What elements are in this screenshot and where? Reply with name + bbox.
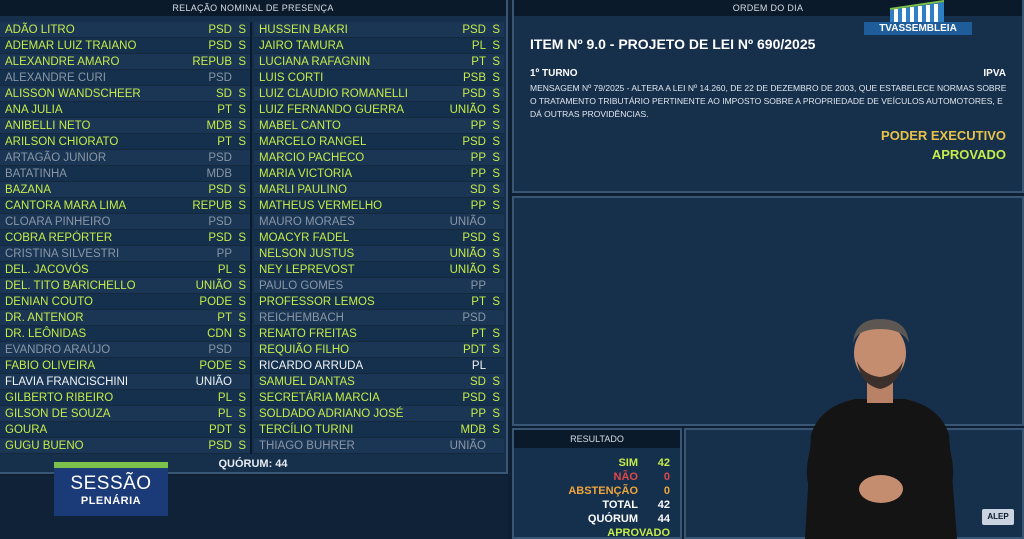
member-name: ADÃO LITRO: [5, 24, 75, 36]
member-vote: S: [492, 104, 500, 116]
presence-row: [0, 358, 250, 374]
member-name: SECRETÁRIA MARCIA: [259, 392, 380, 404]
member-name: ALEXANDRE CURI: [5, 72, 106, 84]
member-party: PSD: [462, 392, 486, 404]
presence-row: [0, 230, 250, 246]
member-party: UNIÃO: [449, 264, 486, 276]
member-vote: S: [492, 136, 500, 148]
member-name: ARTAGÃO JUNIOR: [5, 152, 107, 164]
member-party: PSD: [208, 344, 232, 356]
presence-row: [0, 390, 250, 406]
member-name: TERCÍLIO TURINI: [259, 424, 354, 436]
presence-row: [0, 278, 250, 294]
member-party: PL: [471, 360, 486, 372]
member-name: CANTORA MARA LIMA: [5, 200, 127, 212]
member-name: REICHEMBACH: [259, 312, 344, 324]
presence-row: [0, 54, 250, 70]
member-vote: S: [238, 232, 246, 244]
presence-row: [0, 150, 250, 166]
member-party: UNIÃO: [449, 216, 486, 228]
member-name: GUGU BUENO: [5, 440, 84, 452]
presence-row: [254, 358, 504, 374]
result-sim-row: [514, 456, 680, 470]
member-party: PSD: [208, 40, 232, 52]
member-name: EVANDRO ARAÚJO: [5, 344, 111, 356]
member-party: MDB: [206, 120, 232, 132]
presence-row: [254, 102, 504, 118]
member-name: NEY LEPREVOST: [259, 264, 355, 276]
tv-assembleia-logo-text: TVASSEMBLEIA: [864, 22, 972, 35]
presence-column-left: [0, 22, 252, 454]
member-name: ARILSON CHIORATO: [5, 136, 119, 148]
member-vote: S: [492, 24, 500, 36]
presence-row: [0, 214, 250, 230]
member-party: PSB: [462, 72, 486, 84]
member-party: PP: [470, 152, 486, 164]
ordem-title: ORDEM DO DIA: [514, 0, 1022, 16]
result-abstencao-value: 0: [663, 485, 670, 497]
member-vote: S: [238, 424, 246, 436]
result-total-value: 42: [657, 499, 670, 511]
result-abstencao-label: ABSTENÇÃO: [568, 485, 638, 497]
member-party: PP: [470, 168, 486, 180]
member-name: LUIZ FERNANDO GUERRA: [259, 104, 405, 116]
member-name: MARIA VICTORIA: [259, 168, 353, 180]
member-vote: S: [492, 88, 500, 100]
member-vote: S: [492, 424, 500, 436]
member-name: LUIS CORTI: [259, 72, 324, 84]
member-vote: S: [238, 184, 246, 196]
result-quorum-row: [514, 512, 680, 526]
member-party: PDT: [463, 344, 486, 356]
member-party: UNIÃO: [449, 248, 486, 260]
presence-column-right: [254, 22, 504, 454]
member-vote: S: [238, 104, 246, 116]
member-vote: S: [492, 408, 500, 420]
member-name: DEL. TITO BARICHELLO: [5, 280, 136, 292]
presence-row: [254, 150, 504, 166]
presence-row: [254, 134, 504, 150]
member-vote: S: [238, 312, 246, 324]
member-vote: S: [238, 56, 246, 68]
member-vote: S: [492, 344, 500, 356]
member-vote: S: [492, 152, 500, 164]
member-party: UNIÃO: [449, 104, 486, 116]
member-name: ANA JULIA: [5, 104, 63, 116]
member-name: DEL. JACOVÓS: [5, 264, 89, 276]
member-party: PSD: [462, 312, 486, 324]
member-name: ALISSON WANDSCHEER: [5, 88, 141, 100]
member-vote: S: [238, 328, 246, 340]
presence-row: [254, 374, 504, 390]
presence-row: [254, 230, 504, 246]
member-party: PDT: [209, 424, 232, 436]
member-vote: S: [238, 136, 246, 148]
member-name: ALEXANDRE AMARO: [5, 56, 120, 68]
presence-row: [0, 246, 250, 262]
presence-row: [0, 166, 250, 182]
presence-quorum: QUÓRUM: 44: [218, 458, 288, 470]
presence-row: [0, 342, 250, 358]
presence-row: [0, 22, 250, 38]
member-name: DENIAN COUTO: [5, 296, 93, 308]
member-party: PSD: [208, 24, 232, 36]
member-vote: S: [492, 200, 500, 212]
member-party: UNIÃO: [195, 376, 232, 388]
member-party: PT: [217, 136, 232, 148]
member-party: PSD: [462, 232, 486, 244]
member-party: PSD: [462, 24, 486, 36]
member-name: DR. ANTENOR: [5, 312, 84, 324]
member-party: UNIÃO: [449, 440, 486, 452]
member-party: PSD: [208, 72, 232, 84]
member-party: PP: [470, 408, 486, 420]
member-party: PL: [217, 392, 232, 404]
member-party: SD: [470, 376, 486, 388]
member-name: MARLI PAULINO: [259, 184, 347, 196]
result-total-label: TOTAL: [602, 499, 638, 511]
item-title: ITEM Nº 9.0 - PROJETO DE LEI Nº 690/2025: [530, 36, 816, 52]
member-name: MOACYR FADEL: [259, 232, 350, 244]
status-label: APROVADO: [931, 147, 1006, 162]
result-sim-label: SIM: [618, 457, 638, 469]
member-name: THIAGO BUHRER: [259, 440, 355, 452]
member-name: PAULO GOMES: [259, 280, 344, 292]
member-party: REPUB: [192, 56, 232, 68]
resultado-title: RESULTADO: [514, 430, 680, 448]
presence-row: [254, 422, 504, 438]
member-vote: S: [492, 248, 500, 260]
member-party: PSD: [208, 440, 232, 452]
member-vote: S: [492, 328, 500, 340]
presence-row: [0, 438, 250, 454]
member-party: PL: [217, 264, 232, 276]
member-party: PSD: [462, 136, 486, 148]
member-name: RENATO FREITAS: [259, 328, 357, 340]
presence-row: [0, 86, 250, 102]
member-name: ADEMAR LUIZ TRAIANO: [5, 40, 137, 52]
presence-row: [254, 438, 504, 454]
member-party: PP: [216, 248, 232, 260]
member-party: PODE: [199, 296, 232, 308]
member-party: PT: [471, 328, 486, 340]
member-party: PSD: [462, 88, 486, 100]
member-name: HUSSEIN BAKRI: [259, 24, 348, 36]
presence-row: [0, 262, 250, 278]
presence-title: RELAÇÃO NOMINAL DE PRESENÇA: [0, 0, 506, 16]
building-icon: [890, 0, 944, 22]
member-vote: S: [492, 168, 500, 180]
member-vote: S: [492, 264, 500, 276]
member-vote: S: [238, 392, 246, 404]
result-nao-label: NÃO: [613, 471, 638, 483]
member-name: REQUIÃO FILHO: [259, 344, 350, 356]
member-name: GILBERTO RIBEIRO: [5, 392, 114, 404]
member-name: SAMUEL DANTAS: [259, 376, 355, 388]
member-party: PT: [471, 296, 486, 308]
presence-row: [254, 294, 504, 310]
member-name: FLAVIA FRANCISCHINI: [5, 376, 129, 388]
member-name: CLOARA PINHEIRO: [5, 216, 111, 228]
member-party: PSD: [208, 232, 232, 244]
presence-row: [254, 406, 504, 422]
presence-row: [0, 38, 250, 54]
member-party: REPUB: [192, 200, 232, 212]
presence-row: [0, 134, 250, 150]
presence-row: [254, 118, 504, 134]
member-vote: S: [492, 392, 500, 404]
presence-row: [254, 246, 504, 262]
member-party: PODE: [199, 360, 232, 372]
subject-tag: IPVA: [983, 68, 1006, 79]
member-name: COBRA REPÓRTER: [5, 232, 113, 244]
member-vote: S: [492, 40, 500, 52]
member-party: SD: [470, 184, 486, 196]
presence-row: [254, 262, 504, 278]
member-party: UNIÃO: [195, 280, 232, 292]
presence-row: [254, 54, 504, 70]
member-vote: S: [492, 72, 500, 84]
member-name: DR. LEÔNIDAS: [5, 328, 87, 340]
result-quorum-value: 44: [657, 513, 670, 525]
member-name: MARCIO PACHECO: [259, 152, 365, 164]
member-vote: S: [238, 408, 246, 420]
member-party: MDB: [460, 424, 486, 436]
presence-row: [254, 166, 504, 182]
member-party: PSD: [208, 216, 232, 228]
ordem-panel: [512, 0, 1024, 193]
presence-panel: [0, 0, 508, 474]
member-party: PP: [470, 200, 486, 212]
presence-row: [0, 326, 250, 342]
member-name: ANIBELLI NETO: [5, 120, 91, 132]
resultado-panel: [512, 428, 682, 539]
member-vote: S: [238, 280, 246, 292]
member-party: PSD: [208, 152, 232, 164]
member-party: CDN: [207, 328, 232, 340]
member-party: MDB: [206, 168, 232, 180]
channel-logo: ALEP: [982, 509, 1014, 525]
member-vote: S: [492, 296, 500, 308]
presence-row: [0, 294, 250, 310]
member-name: SOLDADO ADRIANO JOSÉ: [259, 408, 404, 420]
member-name: PROFESSOR LEMOS: [259, 296, 375, 308]
member-name: MABEL CANTO: [259, 120, 341, 132]
presence-row: [254, 182, 504, 198]
member-name: GILSON DE SOUZA: [5, 408, 111, 420]
session-line2: PLENÁRIA: [80, 495, 142, 507]
member-name: GOURA: [5, 424, 48, 436]
presence-row: [0, 182, 250, 198]
member-name: LUCIANA RAFAGNIN: [259, 56, 371, 68]
presence-row: [254, 390, 504, 406]
result-sim-value: 42: [657, 457, 670, 469]
presence-row: [0, 102, 250, 118]
sign-language-interpreter: [785, 315, 975, 539]
tv-assembleia-logo: [864, 0, 972, 36]
result-abstencao-row: [514, 484, 680, 498]
member-vote: S: [492, 376, 500, 388]
presence-row: [254, 214, 504, 230]
result-nao-row: [514, 470, 680, 484]
presence-row: [254, 342, 504, 358]
result-status: APROVADO: [607, 527, 670, 539]
member-vote: S: [492, 232, 500, 244]
member-name: BATATINHA: [5, 168, 67, 180]
member-vote: S: [238, 40, 246, 52]
member-name: MAURO MORAES: [259, 216, 355, 228]
member-name: MARCELO RANGEL: [259, 136, 367, 148]
member-vote: S: [238, 360, 246, 372]
result-quorum-label: QUÓRUM: [587, 513, 638, 525]
member-party: PL: [471, 40, 486, 52]
presence-row: [0, 374, 250, 390]
member-vote: S: [238, 440, 246, 452]
member-name: LUIZ CLAUDIO ROMANELLI: [259, 88, 408, 100]
member-vote: S: [238, 24, 246, 36]
presence-row: [254, 326, 504, 342]
session-badge: [54, 462, 168, 516]
member-vote: S: [238, 120, 246, 132]
member-vote: S: [238, 200, 246, 212]
presence-row: [254, 198, 504, 214]
member-name: CRISTINA SILVESTRI: [5, 248, 120, 260]
member-name: NELSON JUSTUS: [259, 248, 355, 260]
presence-row: [254, 310, 504, 326]
member-party: PL: [217, 408, 232, 420]
member-vote: S: [492, 56, 500, 68]
presence-row: [0, 406, 250, 422]
presence-row: [0, 198, 250, 214]
member-name: FABIO OLIVEIRA: [5, 360, 96, 372]
member-party: PT: [471, 56, 486, 68]
presence-row: [0, 422, 250, 438]
member-party: PT: [217, 104, 232, 116]
member-vote: S: [238, 88, 246, 100]
member-party: PP: [470, 120, 486, 132]
member-name: JAIRO TAMURA: [259, 40, 344, 52]
mensagem-text: MENSAGEM Nº 79/2025 - ALTERA A LEI Nº 14.260, DE 22 DE DEZEMBRO DE 2003, QUE ESTABELECE NORMAS SOBRE O TRATAMENTO TRIBUTÁRIO PERTINENTE AO IMPOSTO SOBRE A PROPRIEDADE DE VEÍCULOS AUTOMOTORES, E DÁ OUTRAS PROVIDÊNCIAS.: [530, 83, 1007, 119]
presence-row: [254, 278, 504, 294]
member-name: MATHEUS VERMELHO: [259, 200, 383, 212]
presence-row: [0, 70, 250, 86]
member-party: SD: [216, 88, 232, 100]
member-vote: S: [492, 120, 500, 132]
result-total-row: [514, 498, 680, 512]
member-party: PSD: [208, 184, 232, 196]
result-nao-value: 0: [663, 471, 670, 483]
presence-row: [254, 22, 504, 38]
session-line1: SESSÃO: [70, 473, 152, 494]
member-party: PT: [217, 312, 232, 324]
member-name: BAZANA: [5, 184, 52, 196]
presence-row: [0, 118, 250, 134]
member-name: RICARDO ARRUDA: [259, 360, 364, 372]
presence-row: [254, 86, 504, 102]
member-vote: S: [238, 296, 246, 308]
autor-label: PODER EXECUTIVO: [881, 128, 1006, 143]
member-vote: S: [238, 264, 246, 276]
presence-row: [254, 38, 504, 54]
member-vote: S: [492, 184, 500, 196]
member-party: PP: [470, 280, 486, 292]
turno-label: 1º TURNO: [530, 68, 578, 79]
presence-row: [254, 70, 504, 86]
presence-row: [0, 310, 250, 326]
